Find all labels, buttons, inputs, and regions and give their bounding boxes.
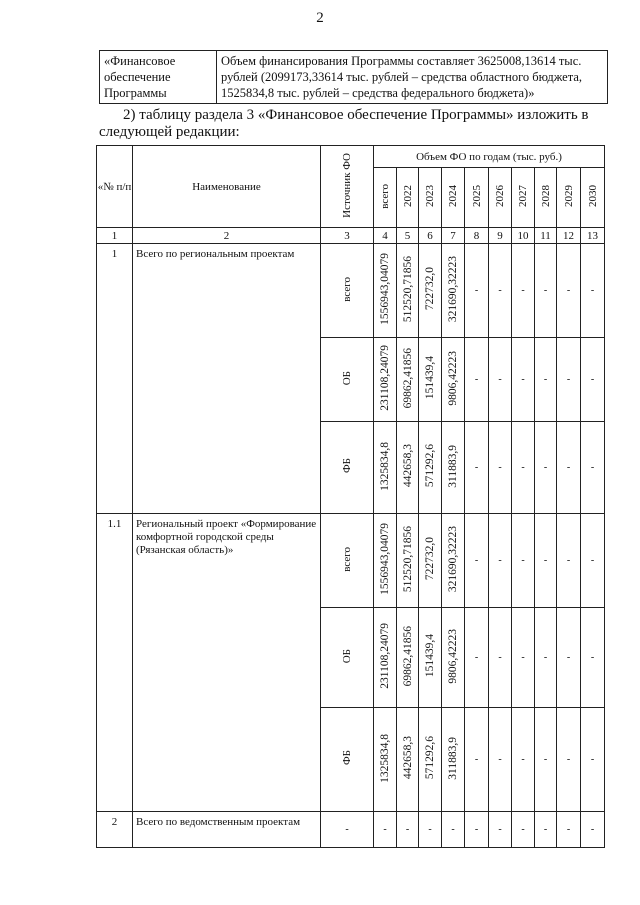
- value-cell: -: [465, 514, 489, 608]
- column-number: 5: [397, 228, 419, 244]
- source-cell: ФБ: [321, 422, 374, 514]
- value-cell: -: [465, 422, 489, 514]
- value-cell: -: [557, 338, 581, 422]
- column-number: 8: [465, 228, 489, 244]
- value-cell: 9806,42223: [442, 338, 465, 422]
- table-row: [97, 812, 605, 848]
- value-cell: 321690,32223: [442, 514, 465, 608]
- value-cell: -: [442, 812, 465, 848]
- source-cell: ОБ: [321, 608, 374, 708]
- value-cell: 1556943,04079: [374, 514, 397, 608]
- value-cell: 442658,3: [397, 422, 419, 514]
- value-cell: -: [489, 422, 512, 514]
- value-cell: 231108,24079: [374, 608, 397, 708]
- value-cell: -: [535, 708, 557, 812]
- value-cell: -: [557, 244, 581, 338]
- value-cell: -: [489, 608, 512, 708]
- value-cell: 1325834,8: [374, 708, 397, 812]
- header-year: 2023: [419, 168, 442, 228]
- value-cell: -: [512, 422, 535, 514]
- header-year: 2027: [512, 168, 535, 228]
- value-cell: -: [465, 812, 489, 848]
- column-number: 13: [581, 228, 605, 244]
- row-name: Всего по ведомственным проектам: [133, 812, 321, 848]
- financing-table: [96, 145, 605, 848]
- value-cell: -: [512, 244, 535, 338]
- value-cell: 311883,9: [442, 708, 465, 812]
- row-name: Региональный проект «Формирование комфортной городской среды (Рязанская область)»: [133, 514, 321, 812]
- value-cell: -: [489, 338, 512, 422]
- value-cell: 9806,42223: [442, 608, 465, 708]
- value-cell: -: [465, 338, 489, 422]
- value-cell: 442658,3: [397, 708, 419, 812]
- row-number: 2: [97, 812, 133, 848]
- value-cell: 151439,4: [419, 608, 442, 708]
- value-cell: 151439,4: [419, 338, 442, 422]
- value-cell: -: [419, 812, 442, 848]
- value-cell: 512520,71856: [397, 244, 419, 338]
- value-cell: -: [465, 608, 489, 708]
- column-number: 7: [442, 228, 465, 244]
- value-cell: -: [512, 812, 535, 848]
- header-year: 2030: [581, 168, 605, 228]
- value-cell: -: [535, 608, 557, 708]
- value-cell: -: [557, 514, 581, 608]
- value-cell: 69862,41856: [397, 608, 419, 708]
- value-cell: -: [489, 812, 512, 848]
- value-cell: 1325834,8: [374, 422, 397, 514]
- financing-label: «Финансовое обеспечение Программы: [100, 51, 217, 104]
- value-cell: -: [557, 812, 581, 848]
- column-number: 12: [557, 228, 581, 244]
- table-row: [97, 244, 605, 338]
- column-number: 4: [374, 228, 397, 244]
- value-cell: -: [512, 708, 535, 812]
- header-name: Наименование: [133, 146, 321, 228]
- value-cell: -: [321, 812, 374, 848]
- column-number: 11: [535, 228, 557, 244]
- value-cell: -: [397, 812, 419, 848]
- page-number: 2: [316, 10, 324, 26]
- value-cell: -: [581, 708, 605, 812]
- column-number: 2: [133, 228, 321, 244]
- column-number: 6: [419, 228, 442, 244]
- row-number: 1.1: [97, 514, 133, 812]
- header-year: 2026: [489, 168, 512, 228]
- value-cell: 722732,0: [419, 244, 442, 338]
- row-number: 1: [97, 244, 133, 514]
- financing-text: Объем финансирования Программы составляет 3625008,13614 тыс. рублей (2099173,33614 тыс. рублей – средства областного бюджета, 1525834,8 тыс. рублей – средства федерального бюджета)»: [217, 51, 608, 104]
- value-cell: -: [489, 514, 512, 608]
- header-year: 2024: [442, 168, 465, 228]
- header-year: 2022: [397, 168, 419, 228]
- value-cell: -: [581, 244, 605, 338]
- value-cell: -: [489, 708, 512, 812]
- header-year: 2025: [465, 168, 489, 228]
- source-cell: всего: [321, 514, 374, 608]
- value-cell: -: [465, 708, 489, 812]
- value-cell: 571292,6: [419, 708, 442, 812]
- value-cell: 231108,24079: [374, 338, 397, 422]
- column-number: 10: [512, 228, 535, 244]
- value-cell: -: [535, 812, 557, 848]
- value-cell: -: [374, 812, 397, 848]
- header-no: «№ п/п: [97, 146, 133, 228]
- amendment-paragraph: 2) таблицу раздела 3 «Финансовое обеспечение Программы» изложить в следующей редакции:: [99, 107, 589, 140]
- value-cell: -: [581, 812, 605, 848]
- value-cell: -: [535, 338, 557, 422]
- source-cell: ОБ: [321, 338, 374, 422]
- header-source: Источник ФО: [321, 146, 374, 228]
- value-cell: -: [489, 244, 512, 338]
- table-row: [97, 514, 605, 608]
- value-cell: 311883,9: [442, 422, 465, 514]
- value-cell: -: [557, 608, 581, 708]
- header-volume: Объем ФО по годам (тыс. руб.): [374, 146, 605, 168]
- header-year: 2029: [557, 168, 581, 228]
- value-cell: -: [557, 708, 581, 812]
- value-cell: -: [535, 244, 557, 338]
- value-cell: -: [535, 422, 557, 514]
- value-cell: -: [465, 244, 489, 338]
- value-cell: -: [581, 514, 605, 608]
- value-cell: -: [512, 338, 535, 422]
- column-number: 3: [321, 228, 374, 244]
- column-number: 9: [489, 228, 512, 244]
- source-cell: всего: [321, 244, 374, 338]
- value-cell: 571292,6: [419, 422, 442, 514]
- value-cell: -: [512, 608, 535, 708]
- column-number: 1: [97, 228, 133, 244]
- value-cell: 69862,41856: [397, 338, 419, 422]
- value-cell: -: [557, 422, 581, 514]
- value-cell: 1556943,04079: [374, 244, 397, 338]
- value-cell: 512520,71856: [397, 514, 419, 608]
- value-cell: -: [512, 514, 535, 608]
- header-total: всего: [374, 168, 397, 228]
- value-cell: 722732,0: [419, 514, 442, 608]
- financing-summary-table: [99, 50, 608, 104]
- value-cell: -: [581, 608, 605, 708]
- value-cell: 321690,32223: [442, 244, 465, 338]
- value-cell: -: [581, 422, 605, 514]
- row-name: Всего по региональным проектам: [133, 244, 321, 514]
- source-cell: ФБ: [321, 708, 374, 812]
- column-number-row: [97, 228, 605, 244]
- value-cell: -: [581, 338, 605, 422]
- header-year: 2028: [535, 168, 557, 228]
- value-cell: -: [535, 514, 557, 608]
